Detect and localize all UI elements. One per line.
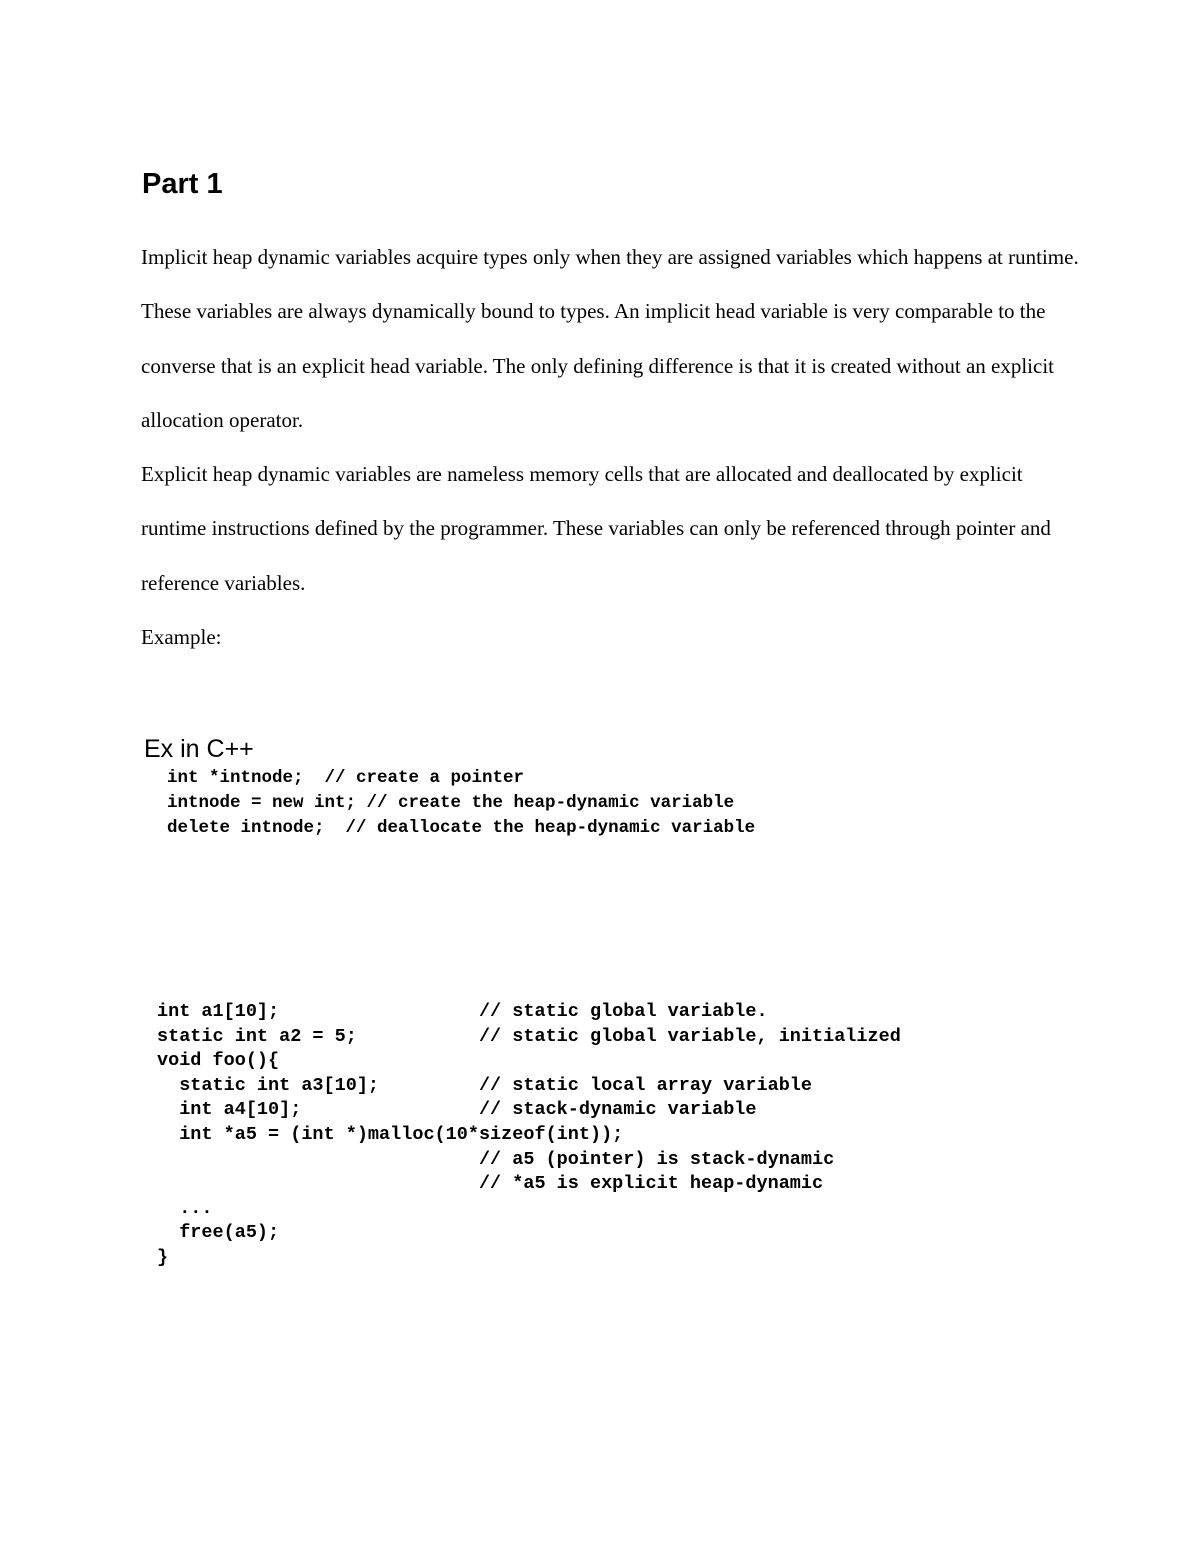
code-line: // a5 (pointer) is stack-dynamic xyxy=(157,1148,835,1170)
body-text xyxy=(141,230,1081,664)
code-line: int a4[10]; // stack-dynamic variable xyxy=(157,1099,757,1121)
code-line: int *a5 = (int *)malloc(10*sizeof(int)); xyxy=(157,1123,624,1145)
code-line: static int a2 = 5; // static global variable, initialized xyxy=(157,1025,901,1047)
code-line: ... xyxy=(157,1197,213,1219)
implicit-heap-paragraph: Implicit heap dynamic variables acquire types only when they are assigned variables which happens at runtime. These variables are always dynamically bound to types. An implicit head variable is very comparable to the converse that is an explicit head variable. The only defining difference is that it is created without an explicit allocation operator. xyxy=(141,245,1079,432)
code-line: // *a5 is explicit heap-dynamic xyxy=(157,1173,824,1195)
page-title: Part 1 xyxy=(142,168,223,200)
code-line: intnode = new int; // create the heap-dynamic variable xyxy=(167,793,735,813)
explicit-heap-paragraph: Explicit heap dynamic variables are nameless memory cells that are allocated and deallocated by explicit runtime instructions defined by the programmer. These variables can only be referenced through pointer and reference variables. xyxy=(141,462,1051,595)
code-line: static int a3[10]; // static local array variable xyxy=(157,1074,813,1096)
code-line: int a1[10]; // static global variable. xyxy=(157,1001,768,1022)
code-line: delete intnode; // deallocate the heap-dynamic variable xyxy=(167,818,756,838)
code-line: } xyxy=(157,1246,169,1268)
example-label: Example: xyxy=(141,625,222,650)
code-line: free(a5); xyxy=(157,1222,280,1244)
c-code-block xyxy=(157,1000,901,1271)
code-line: int *intnode; // create a pointer xyxy=(167,768,525,788)
code-line: void foo(){ xyxy=(157,1050,280,1072)
cpp-code-block xyxy=(167,766,755,841)
cpp-example-title: Ex in C++ xyxy=(144,735,254,763)
